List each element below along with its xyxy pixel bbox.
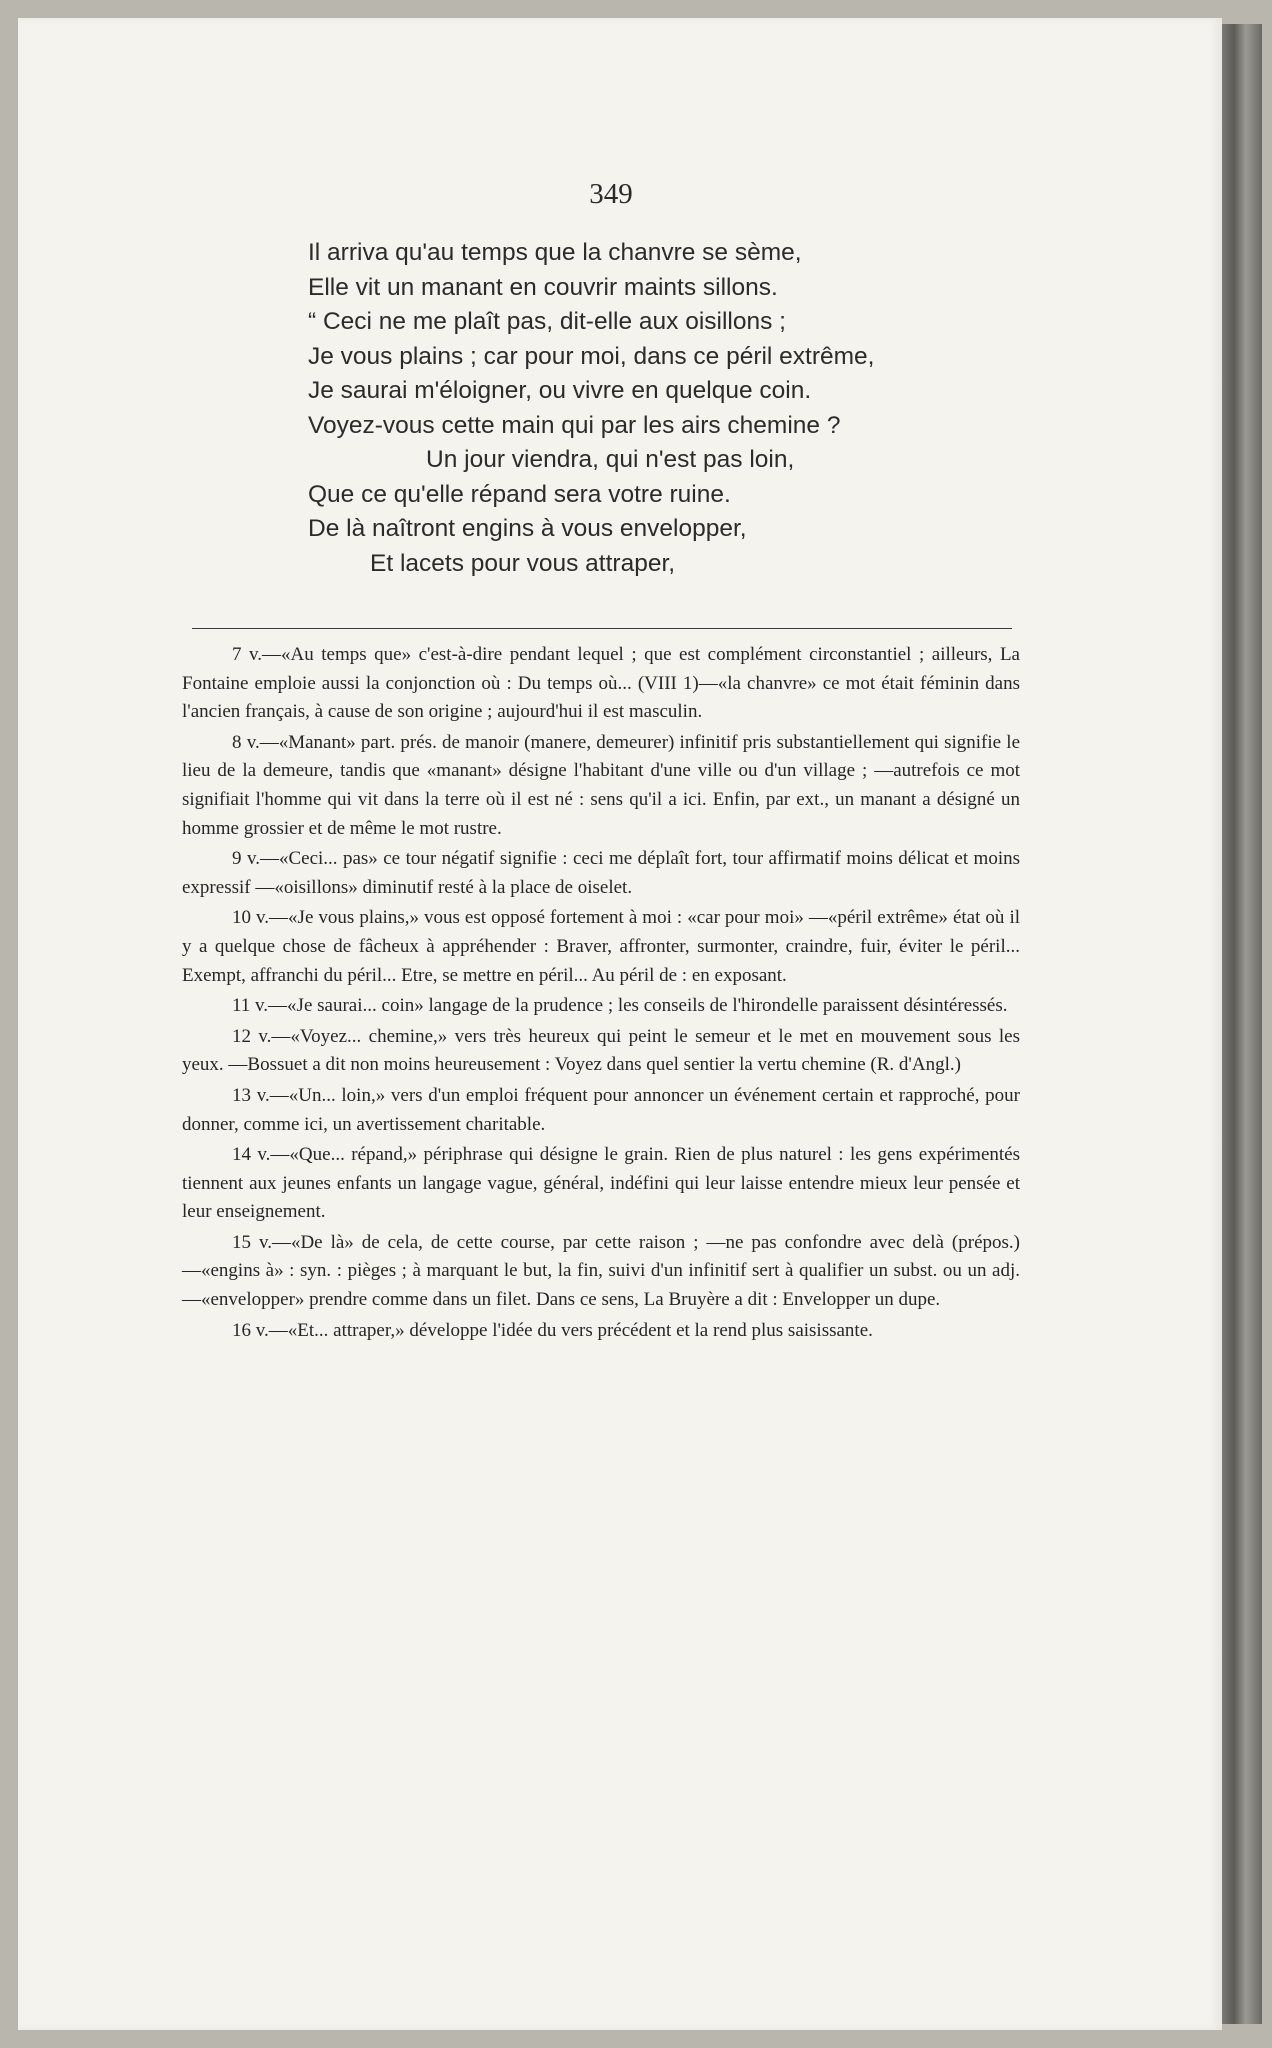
footnote: 11 v.—«Je saurai... coin» langage de la prudence ; les conseils de l'hirondelle paraissent désintéressés. (232, 995, 1008, 1017)
verse-line: Je saurai m'éloigner, ou vivre en quelque coin. (308, 377, 812, 404)
page-edge (1222, 24, 1262, 2024)
verse-line: “ Ceci ne me plaît pas, dit-elle aux oisillons ; (308, 308, 786, 335)
verse-line: De là naîtront engins à vous envelopper, (308, 515, 747, 542)
verse-line: Voyez-vous cette main qui par les airs chemine ? (308, 411, 841, 439)
footnote: 12 v.—«Voyez... chemine,» vers très heureux qui peint le semeur et le met en mouvement sous les yeux. —Bossuet a dit non moins heureusement : Voyez dans quel sentier la vertu chemine (R. d'Angl.) (182, 1025, 1020, 1076)
verse-line: Et lacets pour vous attraper, (370, 549, 676, 577)
footnote: 13 v.—«Un... loin,» vers d'un emploi fréquent pour annoncer un événement certain et rapproché, pour donner, comme ici, un avertissement charitable. (182, 1084, 1020, 1135)
verse-line: Un jour viendra, qui n'est pas loin, (426, 446, 795, 473)
footnote-divider (192, 628, 1012, 629)
footnote: 8 v.—«Manant» part. prés. de manoir (manere, demeurer) infinitif pris substantiellement qui signifie le lieu de la demeure, tandis que «manant» désigne l'habitant d'une ville ou d'un village ; —autrefois ce mot signifiait l'homme qui vit dans la terre où il est né : sens qu'il a ici. Enfin, par ext., un manant a désigné un homme grossier et de même le mot rustre. (182, 731, 1020, 839)
verse-line: Elle vit un manant en couvrir maints sillons. (308, 273, 778, 301)
footnote: 15 v.—«De là» de cela, de cette course, par cette raison ; —ne pas confondre avec delà (prépos.) —«engins à» : syn. : pièges ; à marquant le but, la fin, suivi d'un infinitif sert à qualifier un subst. ou un adj. —«envelopper» prendre comme dans un filet. Dans ce sens, La Bruyère a dit : Envelopper un dupe. (182, 1231, 1020, 1311)
footnote: 7 v.—«Au temps que» c'est-à-dire pendant lequel ; que est complément circonstantiel ; ailleurs, La Fontaine emploie aussi la conjonction où : Du temps où... (VIII 1)—«la chanvre» ce mot était féminin dans l'ancien français, à cause de son origine ; aujourd'hui il est masculin. (182, 644, 1020, 723)
footnote: 16 v.—«Et... attraper,» développe l'idée du vers précédent et la rend plus saisissante. (232, 1319, 873, 1341)
poem-verses (308, 236, 1008, 581)
footnotes (182, 641, 1020, 1347)
verse-line: Il arriva qu'au temps que la chanvre se sème, (308, 239, 802, 266)
footnote: 14 v.—«Que... répand,» périphrase qui désigne le grain. Rien de plus naturel : les gens expérimentés tiennent aux jeunes enfants un langage vague, général, indéfini qui leur laisse entendre mieux leur pensée et leur enseignement. (182, 1144, 1020, 1223)
verse-line: Que ce qu'elle répand sera votre ruine. (308, 480, 731, 508)
footnote: 9 v.—«Ceci... pas» ce tour négatif signifie : ceci me déplaît fort, tour affirmatif moins délicat et moins expressif —«oisillons» diminutif resté à la place de oiselet. (182, 848, 1020, 898)
page-number: 349 (589, 178, 633, 210)
footnote: 10 v.—«Je vous plains,» vous est opposé fortement à moi : «car pour moi» —«péril extrême» état où il y a quelque chose de fâcheux à appréhender : Braver, affronter, surmonter, craindre, fuir, éviter le péril... Exempt, affranchi du péril... Etre, se mettre en péril... Au péril de : en exposant. (182, 907, 1020, 986)
verse-line: Je vous plains ; car pour moi, dans ce péril extrême, (308, 342, 875, 370)
